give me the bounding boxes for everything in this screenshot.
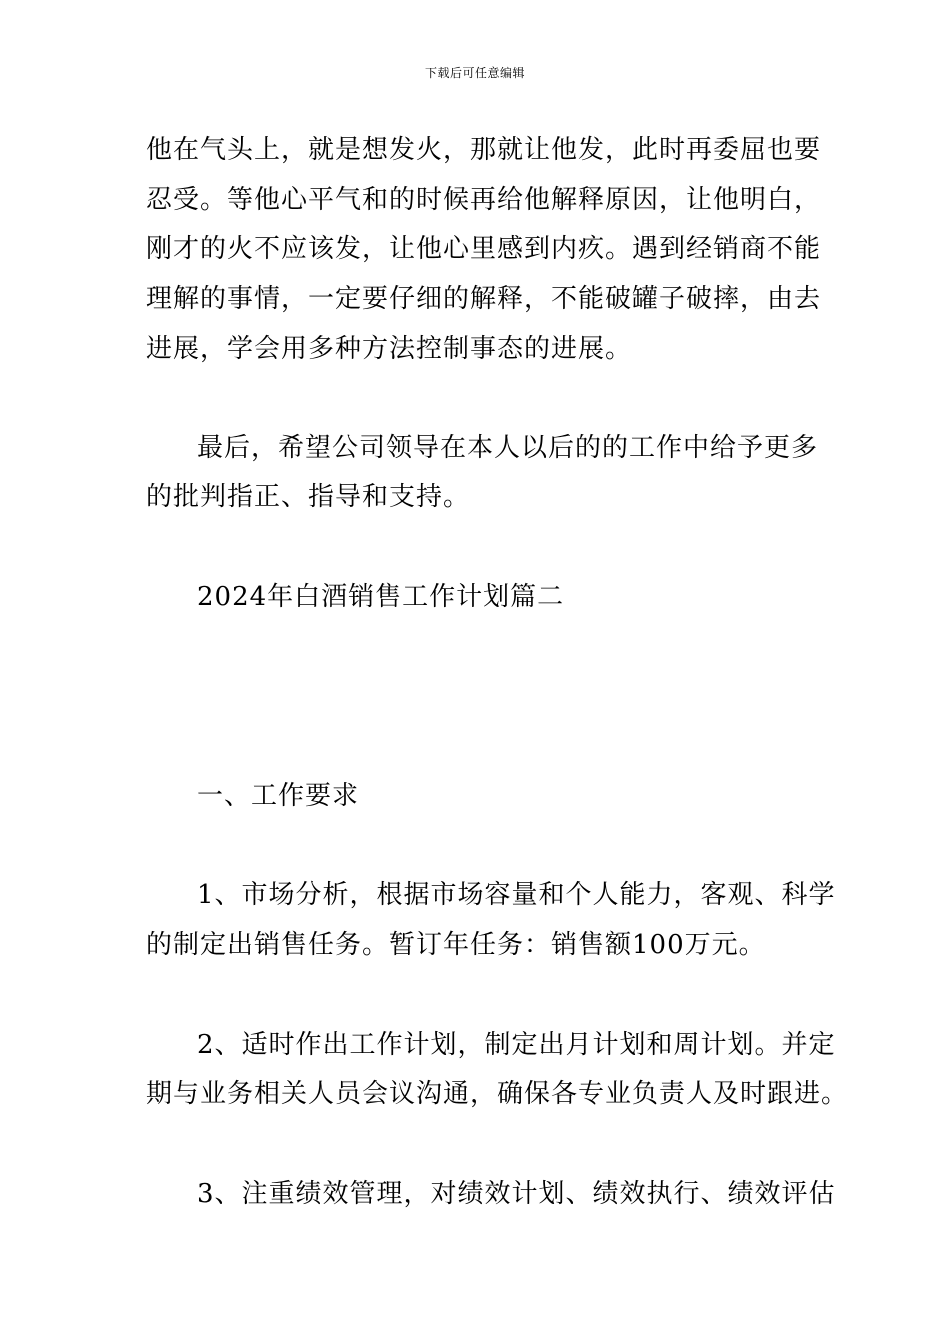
paragraph-line: 进展，学会用多种方法控制事态的进展。 (146, 334, 633, 364)
paragraph-line: 2、适时作出工作计划，制定出月计划和周计划。并定 (197, 1030, 836, 1060)
paragraph-line: 刚才的火不应该发，让他心里感到内疚。遇到经销商不能 (146, 234, 822, 264)
paragraph-line: 最后，希望公司领导在本人以后的的工作中给予更多 (197, 433, 819, 463)
paragraph-line: 忍受。等他心平气和的时候再给他解释原因，让他明白， (146, 185, 822, 215)
section-heading: 一、工作要求 (197, 781, 360, 811)
page-header: 下载后可任意编辑 (424, 66, 525, 80)
section-title: 2024年白酒销售工作计划篇二 (197, 582, 565, 612)
paragraph-line: 的批判指正、指导和支持。 (146, 482, 471, 512)
paragraph-line: 的制定出销售任务。暂订年任务：销售额100万元。 (146, 930, 766, 960)
paragraph-line: 期与业务相关人员会议沟通，确保各专业负责人及时跟进。 (146, 1079, 849, 1109)
paragraph-line: 3、注重绩效管理，对绩效计划、绩效执行、绩效评估 (197, 1179, 836, 1209)
paragraph-line: 理解的事情，一定要仔细的解释，不能破罐子破摔，由去 (146, 284, 822, 314)
paragraph-line: 1、市场分析，根据市场容量和个人能力，客观、科学 (197, 880, 836, 910)
paragraph-line: 他在气头上，就是想发火，那就让他发，此时再委屈也要 (146, 135, 822, 165)
